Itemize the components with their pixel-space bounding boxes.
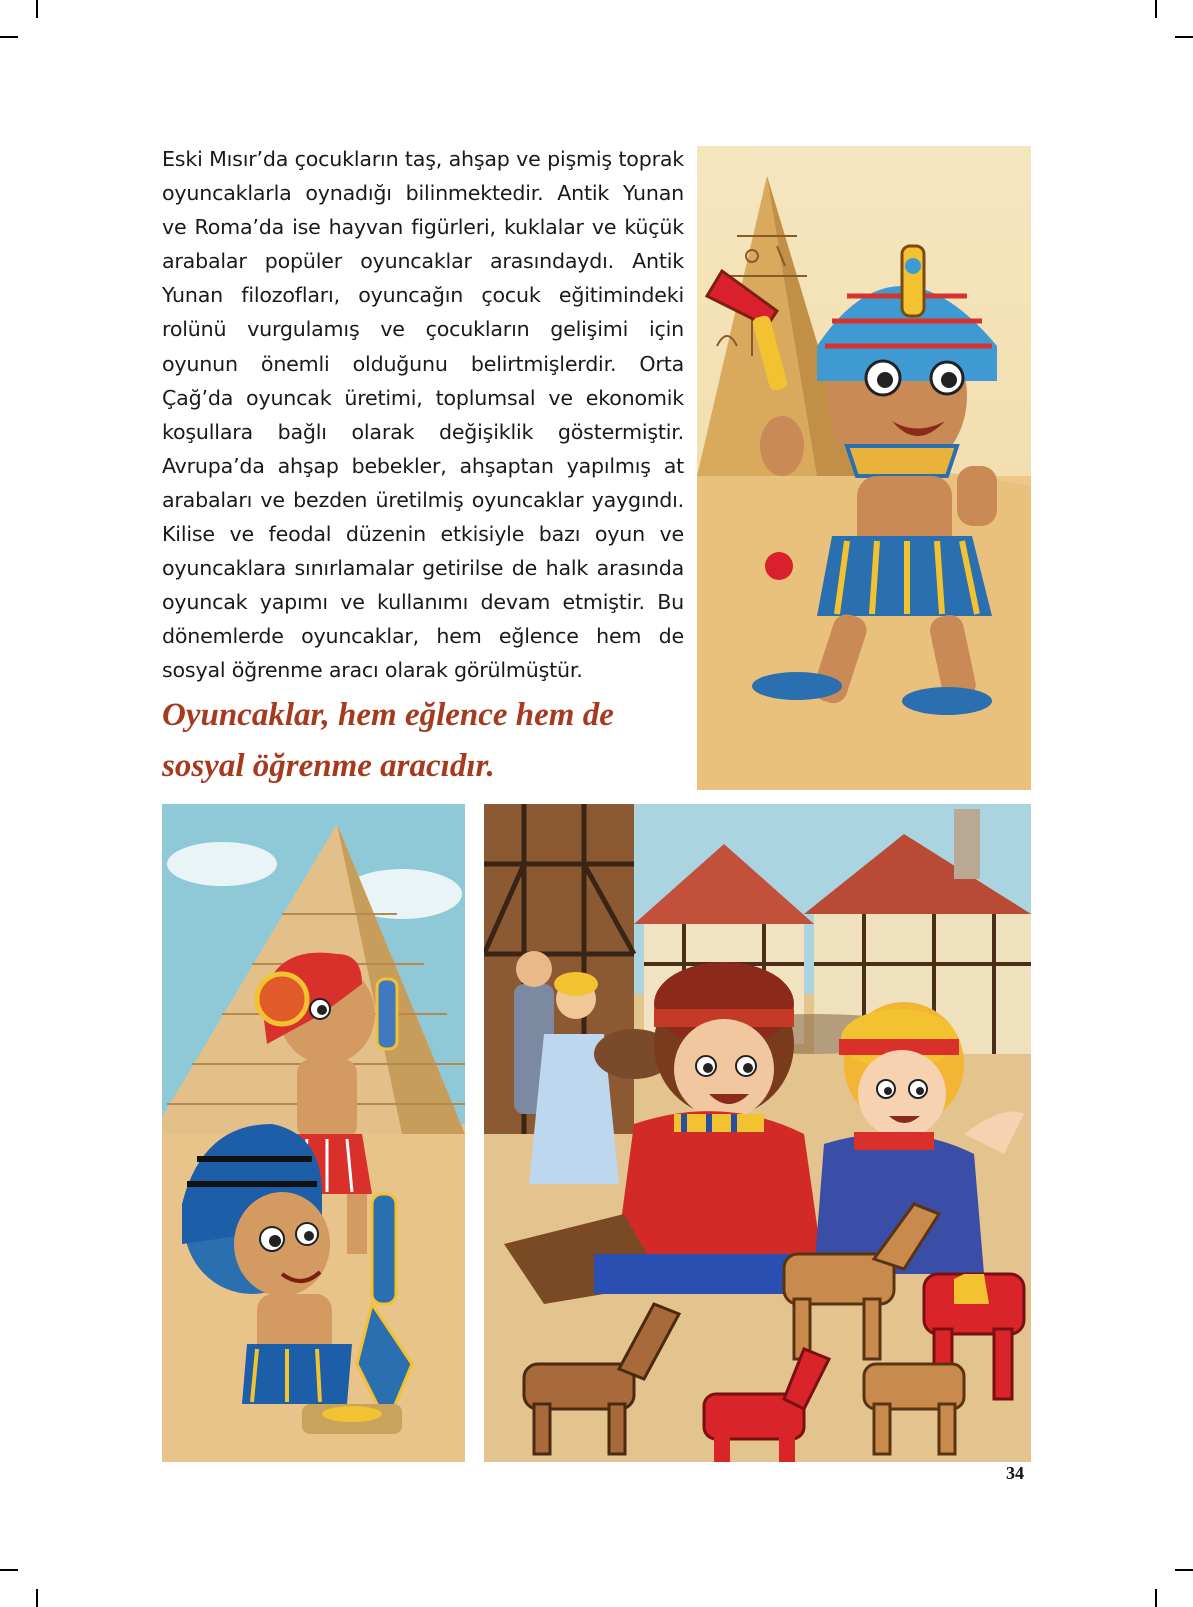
crop-mark bbox=[1155, 1589, 1157, 1607]
body-paragraph: Eski Mısır’da çocukların taş, ahşap ve pişmiş toprak oyuncaklarla oynadığı bilinmektedir. Antik Yunan ve Roma’da ise hayvan figürleri, kuklalar ve küçük arabalar popüler oyuncaklar arasındaydı. Antik Yunan filozofları, oyuncağın çocuk eğitimindeki rolünü vurgulamış ve çocukların gelişimi için oyunun önemli olduğunu belirtmişlerdir. Orta Çağ’da oyuncak üretimi, toplumsal ve ekonomik koşullara bağlı olarak değişiklik göstermiştir. Avrupa’da ahşap bebekler, ahşaptan yapılmış at arabaları ve bezden üretilmiş oyuncaklar yaygındı. Kilise ve feodal düzenin etkisiyle bazı oyun ve oyuncaklara sınırlamalar getirilse de halk arasında oyuncak yapımı ve kullanımı devam etmiştir. Bu dönemlerde oyuncaklar, hem eğlence hem de sosyal öğrenme aracı olarak görülmüştür. bbox=[162, 147, 684, 683]
medieval-children-illustration bbox=[484, 804, 1031, 1462]
pull-quote-line: sosyal öğrenme aracıdır. bbox=[162, 748, 495, 784]
crop-mark bbox=[0, 1569, 18, 1571]
page-number: 34 bbox=[1006, 1463, 1024, 1483]
crop-mark bbox=[36, 1589, 38, 1607]
egyptian-boy-illustration bbox=[697, 146, 1031, 790]
crop-mark bbox=[36, 0, 38, 18]
crop-mark bbox=[1175, 1569, 1193, 1571]
crop-mark bbox=[1175, 36, 1193, 38]
pull-quote-line: Oyuncaklar, hem eğlence hem de bbox=[162, 697, 614, 733]
crop-mark bbox=[0, 36, 18, 38]
crop-mark bbox=[1155, 0, 1157, 18]
pull-quote bbox=[162, 690, 682, 792]
egyptian-children-illustration bbox=[162, 804, 465, 1462]
